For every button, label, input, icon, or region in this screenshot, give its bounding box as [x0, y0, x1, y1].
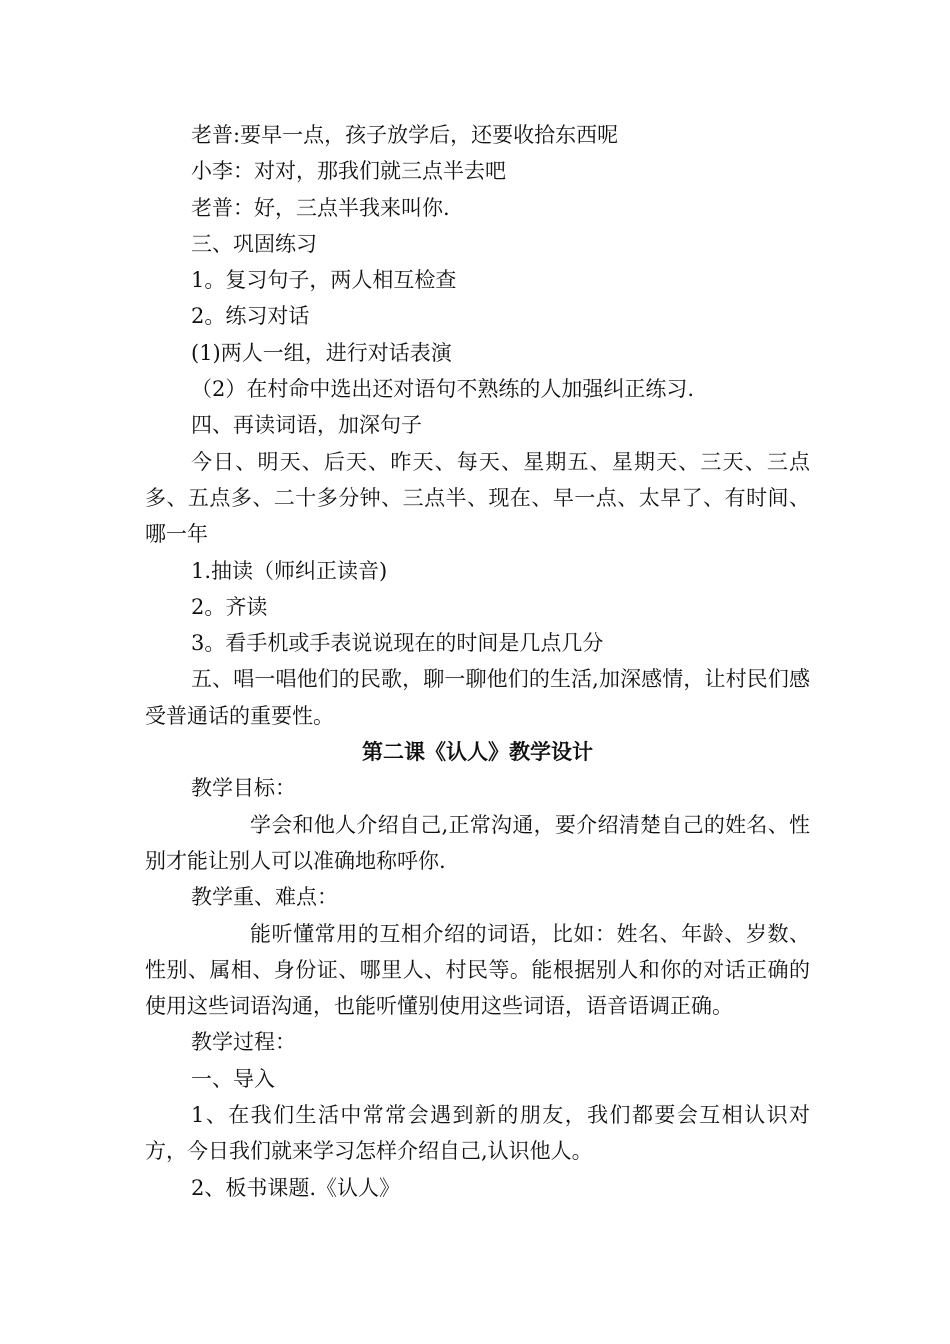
dialogue-line: 小李：对对，那我们就三点半去吧	[191, 159, 506, 184]
document-body	[145, 117, 810, 1206]
list-item: 1。复习句子，两人相互检查	[191, 268, 457, 293]
dialogue-line: 老普:要早一点，孩子放学后，还要收拾东西呢	[191, 123, 619, 147]
list-item: 1、在我们生活中常常会遇到新的朋友，我们都要会互相认识对方，今日我们就来学习怎样介绍自己,认识他人。	[145, 1103, 810, 1164]
lesson-title: 第二课《认人》教学设计	[362, 740, 593, 765]
list-item: 3。看手机或手表说说现在的时间是几点几分	[191, 631, 604, 656]
list-item: 1.抽读（师纠正读音)	[191, 558, 388, 583]
section-heading: 四、再读词语，加深句子	[191, 413, 422, 438]
sub-list-item: (1)两人一组，进行对话表演	[191, 340, 452, 365]
section-heading: 一、导入	[191, 1066, 275, 1091]
goal-label: 教学目标：	[191, 776, 296, 801]
focus-text: 能听懂常用的互相介绍的词语，比如：姓名、年龄、岁数、性别、属相、身份证、哪里人、村民等。能根据别人和你的对话正确的使用这些词语沟通，也能听懂别使用这些词语，语音语调正确。	[145, 921, 810, 1019]
list-item: 2。齐读	[191, 594, 268, 619]
section-heading: 三、巩固练习	[191, 231, 317, 256]
list-item: 2。练习对话	[191, 304, 310, 329]
vocabulary-paragraph: 今日、明天、后天、昨天、每天、星期五、星期天、三天、三点多、五点多、二十多分钟、三点半、现在、早一点、太早了、有时间、哪一年	[145, 449, 810, 547]
goal-text: 学会和他人介绍自己,正常沟通，要介绍清楚自己的姓名、性别才能让别人可以准确地称呼你.	[145, 812, 810, 873]
dialogue-line: 老普：好，三点半我来叫你.	[191, 195, 450, 220]
list-item: 2、板书课题.《认人》	[191, 1175, 401, 1200]
process-label: 教学过程：	[191, 1030, 296, 1055]
sub-list-item: （2）在村命中选出还对语句不熟练的人加强纠正练习.	[191, 377, 695, 402]
focus-label: 教学重、难点：	[191, 885, 338, 910]
section-heading: 五、唱一唱他们的民歌，聊一聊他们的生活,加深感情，让村民们感受普通话的重要性。	[145, 667, 810, 728]
